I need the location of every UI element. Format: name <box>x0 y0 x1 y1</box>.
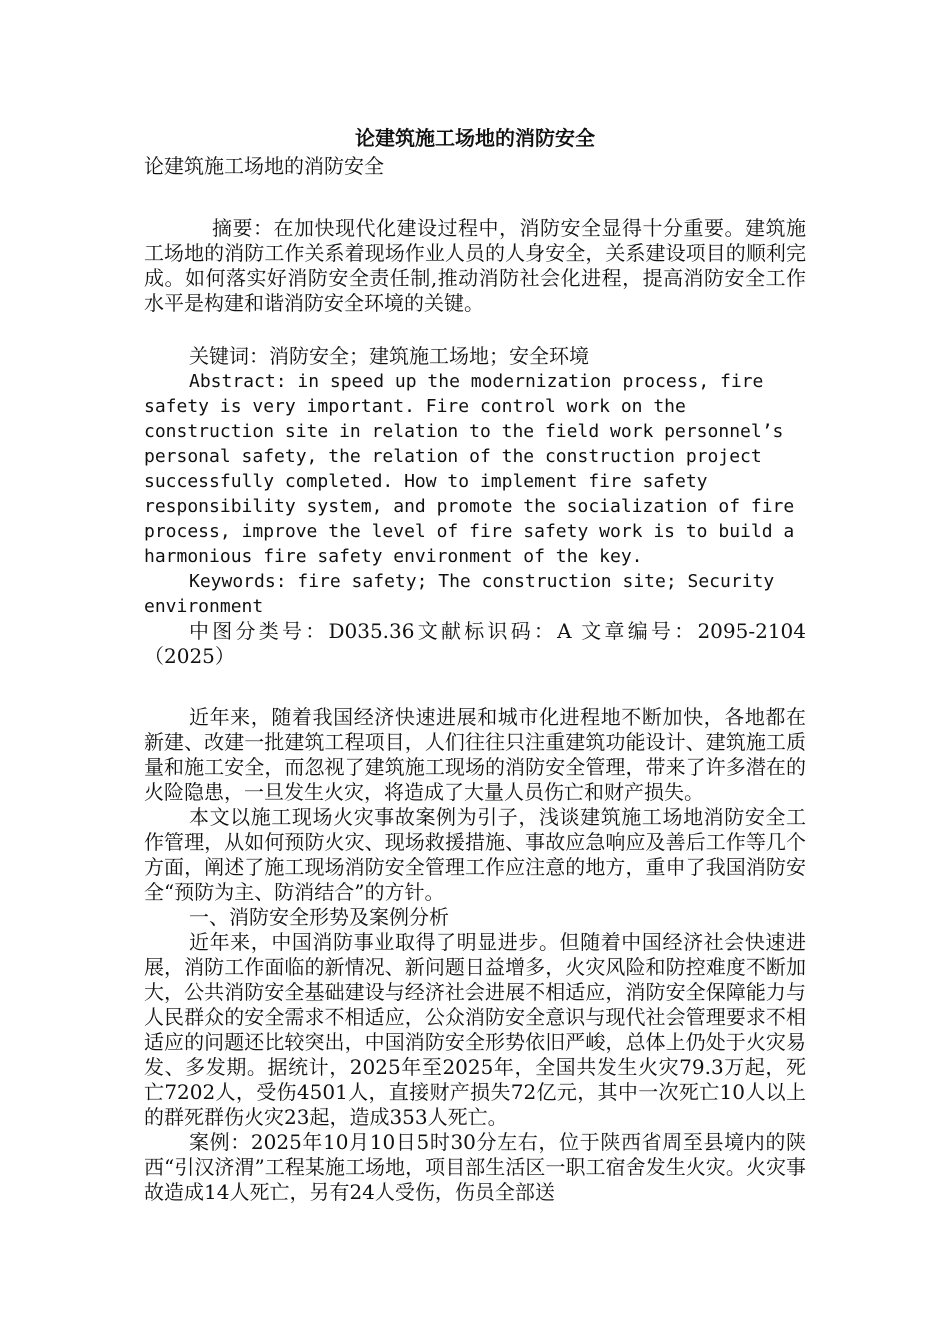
body-paragraph: 案例：2025年10月10日5时30分左右，位于陕西省周至县境内的陕西“引汉济渭”工程某施工场地，项目部生活区一职工宿舍发生火灾。火灾事故造成14人死亡，另有24人受伤，伤员全部送 <box>144 1130 806 1204</box>
document-page <box>144 124 806 1205</box>
classification-line: 中图分类号：D035.36文献标识码：A 文章编号：2095-2104（2025） <box>144 619 806 668</box>
document-subtitle: 论建筑施工场地的消防安全 <box>144 154 384 178</box>
abstract-cn: 摘要：在加快现代化建设过程中，消防安全显得十分重要。建筑施工场地的消防工作关系着现场作业人员的人身安全，关系建设项目的顺利完成。如何落实好消防安全责任制,推动消防社会化进程，提高消防安全工作水平是构建和谐消防安全环境的关键。 <box>144 216 806 315</box>
section-heading: 一、消防安全形势及案例分析 <box>189 905 449 929</box>
body-paragraph: 近年来，中国消防事业取得了明显进步。但随着中国经济社会快速进展，消防工作面临的新情况、新问题日益增多，火灾风险和防控难度不断加大，公共消防安全基础建设与经济社会进展不相适应，消防安全保障能力与人民群众的安全需求不相适应，公众消防安全意识与现代社会管理要求不相适应的问题还比较突出，中国消防安全形势依旧严峻，总体上仍处于火灾易发、多发期。据统计，2025年至2025年，全国共发生火灾79.3万起，死亡7202人，受伤4501人，直接财产损失72亿元，其中一次死亡10人以上的群死群伤火灾23起，造成353人死亡。 <box>144 930 806 1129</box>
body-paragraph: 本文以施工现场火灾事故案例为引子，浅谈建筑施工场地消防安全工作管理，从如何预防火灾、现场救援措施、事故应急响应及善后工作等几个方面，阐述了施工现场消防安全管理工作应注意的地方，重申了我国消防安全“预防为主、防消结合”的方针。 <box>144 805 806 904</box>
abstract-en: Abstract: in speed up the modernization process, fire safety is very important. Fire control work on the construction site in relation to the field work personnel’s personal safety, the relation of the construction project successfully completed. How to implement fire safety responsibility system, and promote the socialization of fire process, improve the level of fire safety work is to build a harmonious fire safety environment of the key. <box>144 371 795 567</box>
keywords-en: Keywords: fire safety; The construction site; Security environment <box>144 571 775 617</box>
keywords-cn: 关键词：消防安全；建筑施工场地；安全环境 <box>189 344 589 368</box>
document-title: 论建筑施工场地的消防安全 <box>355 126 595 150</box>
body-paragraph: 近年来，随着我国经济快速进展和城市化进程地不断加快，各地都在新建、改建一批建筑工程项目，人们往往只注重建筑功能设计、建筑施工质量和施工安全，而忽视了建筑施工现场的消防安全管理，带来了许多潜在的火险隐患，一旦发生火灾，将造成了大量人员伤亡和财产损失。 <box>144 705 806 804</box>
